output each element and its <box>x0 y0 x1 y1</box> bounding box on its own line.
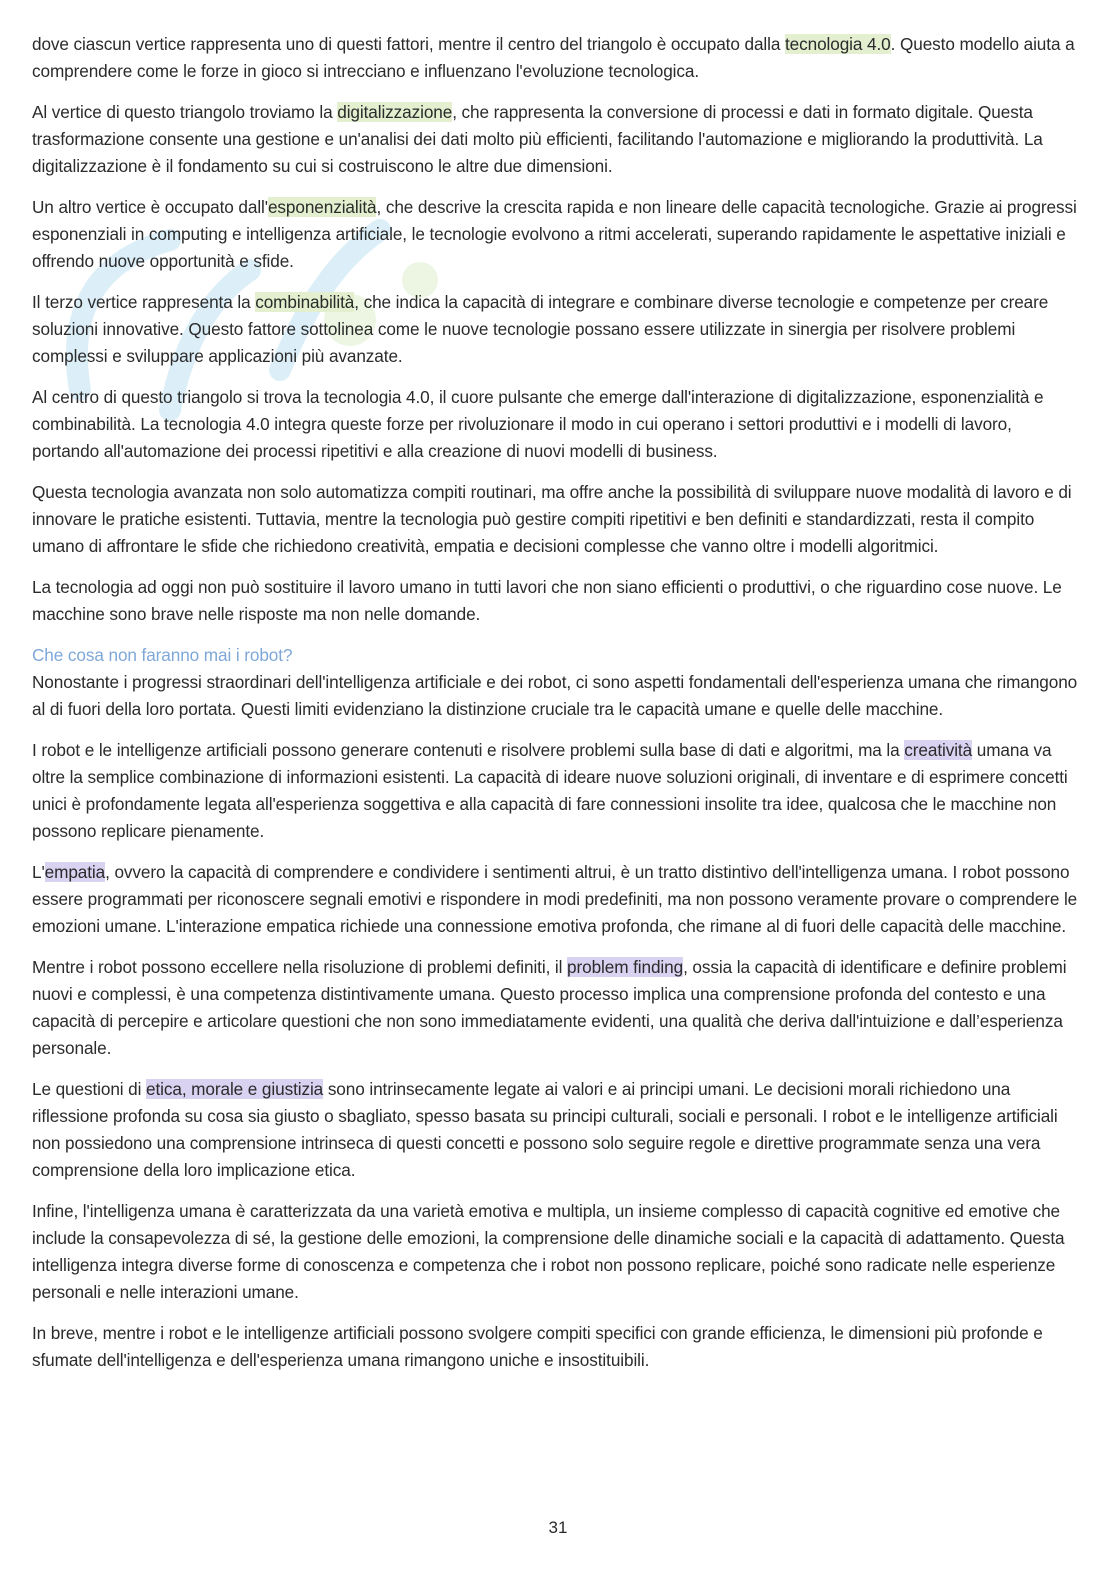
document-body <box>32 31 1082 1388</box>
paragraph: I robot e le intelligenze artificiali possono generare contenuti e risolvere problemi sulla base di dati e algoritmi, ma la creatività umana va oltre la semplice combinazione di informazioni esistenti. La capacità di ideare nuove soluzioni originali, di inventare e di esprimere concetti unici è profondamente legata all'esperienza soggettiva e alla capacità di fare connessioni insolite tra idee, qualcosa che le macchine non possono replicare pienamente. <box>32 740 1068 841</box>
paragraph: Le questioni di etica, morale e giustizia sono intrinsecamente legate ai valori e ai principi umani. Le decisioni morali richiedono una riflessione profonda su cosa sia giusto o sbagliato, spesso basata su principi culturali, sociali e personali. I robot e le intelligenze artificiali non possiedono una comprensione intrinseca di questi concetti e possono solo seguire regole e direttive programmate senza una vera comprensione della loro implicazione etica. <box>32 1079 1058 1180</box>
paragraph: Al centro di questo triangolo si trova la tecnologia 4.0, il cuore pulsante che emerge dall'interazione di digitalizzazione, esponenzialità e combinabilità. La tecnologia 4.0 integra queste forze per rivoluzionare il modo in cui operano i settori produttivi e i modelli di lavoro, portando all'automazione dei processi ripetitivi e alla creazione di nuovi modelli di business. <box>32 387 1044 461</box>
highlighted-term: tecnologia 4.0 <box>784 34 891 54</box>
paragraph: Infine, l'intelligenza umana è caratterizzata da una varietà emotiva e multipla, un insieme complesso di capacità cognitive ed emotive che include la consapevolezza di sé, la gestione delle emozioni, la comprensione delle dinamiche sociali e la capacità di adattamento. Questa intelligenza integra diverse forme di conoscenza e competenza che i robot non possono replicare, poiché sono radicate nelle esperienze personali e nelle interazioni umane. <box>32 1201 1065 1302</box>
section-heading: Che cosa non faranno mai i robot? <box>32 645 293 665</box>
paragraph: In breve, mentre i robot e le intelligenze artificiali possono svolgere compiti specifici con grande efficienza, le dimensioni più profonde e sfumate dell'intelligenza e dell'esperienza umana rimangono uniche e insostituibili. <box>32 1323 1043 1370</box>
paragraph: Al vertice di questo triangolo troviamo la digitalizzazione, che rappresenta la conversione di processi e dati in formato digitale. Questa trasformazione consente una gestione e un'analisi dei dati molto più efficienti, facilitando l'automazione e migliorando la produttività. La digitalizzazione è il fondamento su cui si costruiscono le altre due dimensioni. <box>32 102 1043 176</box>
page-number: 31 <box>548 1518 568 1537</box>
highlighted-term: empatia <box>44 862 106 882</box>
highlighted-term: creatività <box>904 740 973 760</box>
highlighted-term: problem finding <box>567 957 684 977</box>
highlighted-term: esponenzialità <box>267 197 377 217</box>
paragraph: Nonostante i progressi straordinari dell'intelligenza artificiale e dei robot, ci sono aspetti fondamentali dell'esperienza umana che rimangono al di fuori della loro portata. Questi limiti evidenziano la distinzione cruciale tra le capacità umane e quelle delle macchine. <box>32 672 1078 719</box>
paragraph: Mentre i robot possono eccellere nella risoluzione di problemi definiti, il problem finding, ossia la capacità di identificare e definire problemi nuovi e complessi, è una competenza distintivamente umana. Questo processo implica una comprensione profonda del contesto e una capacità di percepire e articolare questioni che non sono immediatamente evidenti, una qualità che deriva dall'intuizione e dall’esperienza personale. <box>32 957 1067 1058</box>
paragraph: La tecnologia ad oggi non può sostituire il lavoro umano in tutti lavori che non siano efficienti o produttivi, o che riguardino cose nuove. Le macchine sono brave nelle risposte ma non nelle domande. <box>32 577 1062 624</box>
paragraph: Questa tecnologia avanzata non solo automatizza compiti routinari, ma offre anche la possibilità di sviluppare nuove modalità di lavoro e di innovare le pratiche esistenti. Tuttavia, mentre la tecnologia può gestire compiti ripetitivi e ben definiti e standardizzati, resta il compito umano di affrontare le sfide che richiedono creatività, empatia e decisioni complesse che vanno oltre i modelli algoritmici. <box>32 482 1072 556</box>
paragraph: Il terzo vertice rappresenta la combinabilità, che indica la capacità di integrare e combinare diverse tecnologie e competenze per creare soluzioni innovative. Questo fattore sottolinea come le nuove tecnologie possano essere utilizzate in sinergia per risolvere problemi complessi e sviluppare applicazioni più avanzate. <box>32 292 1049 366</box>
paragraph: dove ciascun vertice rappresenta uno di questi fattori, mentre il centro del triangolo è occupato dalla tecnologia 4.0. Questo modello aiuta a comprendere come le forze in gioco si intrecciano e influenzano l'evoluzione tecnologica. <box>32 34 1075 81</box>
highlighted-term: combinabilità <box>255 292 355 312</box>
paragraph: L'empatia, ovvero la capacità di comprendere e condividere i sentimenti altrui, è un tratto distintivo dell'intelligenza umana. I robot possono essere programmati per riconoscere segnali emotivi e rispondere in modi predefiniti, ma non possono veramente provare o comprendere le emozioni umane. L'interazione empatica richiede una connessione emotiva profonda, che rimane al di fuori delle capacità delle macchine. <box>32 862 1078 936</box>
paragraph: Un altro vertice è occupato dall'esponenzialità, che descrive la crescita rapida e non lineare delle capacità tecnologiche. Grazie ai progressi esponenziali in computing e intelligenza artificiale, le tecnologie evolvono a ritmi accelerati, superando rapidamente le aspettative iniziali e offrendo nuove opportunità e sfide. <box>32 197 1077 271</box>
highlighted-term: digitalizzazione <box>337 102 453 122</box>
highlighted-term: etica, morale e giustizia <box>146 1079 324 1099</box>
